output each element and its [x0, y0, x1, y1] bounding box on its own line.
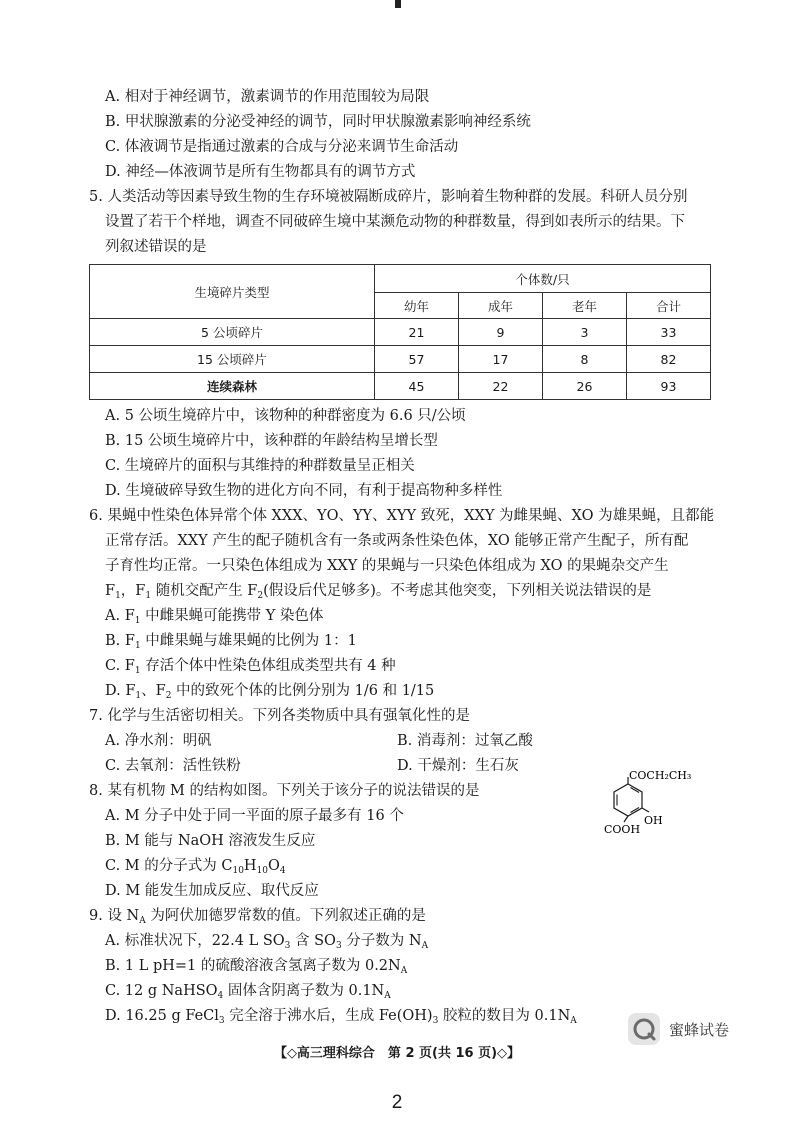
table-cell: 8	[543, 346, 627, 373]
struct-top-group: COCH₂CH₃	[629, 769, 692, 782]
page-top-mark	[395, 0, 401, 8]
q5-stem-line1: 5. 人类活动等因素导致生物的生存环境被隔断成碎片，影响着生物种群的发展。科研人员分别	[89, 189, 688, 205]
table-cell: 9	[459, 319, 543, 346]
q8-option-a: A. M 分子中处于同一平面的原子最多有 16 个	[105, 808, 404, 824]
table-cell: 33	[627, 319, 711, 346]
q9-option-d: D. 16.25 g FeCl$_3$ 完全溶于沸水后，生成 $Fe(OH)_3$ 胶粒的数目为 $0.1N_A$	[105, 1008, 577, 1026]
population-table	[89, 264, 711, 400]
table-cell: 15 公顷碎片	[90, 346, 375, 373]
page-footer: 【◇高三理科综合 第 2 页(共 16 页)◇】	[273, 1046, 521, 1061]
watermark	[627, 1012, 729, 1046]
table-group-header: 个体数/只	[375, 265, 711, 293]
table-cell: 5 公顷碎片	[90, 319, 375, 346]
q8-option-d: D. M 能发生加成反应、取代反应	[105, 883, 319, 899]
table-cell: 21	[375, 319, 459, 346]
q9-option-c: C. 12 g NaHSO$_4$ 固体含阴离子数为 $0.1N_A$	[105, 983, 391, 1001]
q7-stem: 7. 化学与生活密切相关。下列各类物质中具有强氧化性的是	[89, 708, 470, 724]
table-cell: 3	[543, 319, 627, 346]
table-col-header: 成年	[459, 293, 543, 319]
q8-option-b: B. M 能与 NaOH 溶液发生反应	[105, 833, 316, 849]
table-cell: 93	[627, 373, 711, 400]
table-col-header: 老年	[543, 293, 627, 319]
q9-option-b: B. 1 L pH=1 的硫酸溶液含氢离子数为 $0.2N_A$	[105, 958, 408, 976]
q8-option-c: C. M 的分子式为 $C_{10}H_{10}O_4$	[105, 858, 286, 876]
bee-logo-icon	[627, 1012, 661, 1046]
q9-stem: 9. 设 $N_A$ 为阿伏加德罗常数的值。下列叙述正确的是	[89, 908, 426, 926]
q4-option-c: C. 体液调节是指通过激素的合成与分泌来调节生命活动	[105, 139, 459, 155]
q7-option-d: D. 干燥剂：生石灰	[397, 758, 519, 774]
q6-option-c: C. $F_1$ 存活个体中性染色体组成类型共有 4 种	[105, 658, 396, 676]
table-cell: 82	[627, 346, 711, 373]
table-row	[90, 319, 711, 346]
q4-option-d: D. 神经—体液调节是所有生物都具有的调节方式	[105, 164, 416, 180]
q7-option-c: C. 去氧剂：活性铁粉	[105, 758, 241, 774]
q4-option-b: B. 甲状腺激素的分泌受神经的调节，同时甲状腺激素影响神经系统	[105, 114, 531, 130]
q6-stem-line1: 6. 果蝇中性染色体异常个体 XXX、YO、YY、XYY 致死，XXY 为雌果蝇、XO 为雄果蝇，且都能	[89, 508, 715, 524]
q5-option-a: A. 5 公顷生境碎片中，该物种的种群密度为 6.6 只/公顷	[105, 408, 466, 424]
q6-stem-line4: $F_1$，$F_1$ 随机交配产生 $F_2$(假设后代足够多)。不考虑其他突变，下列相关说法错误的是	[105, 583, 652, 601]
table-cell: 45	[375, 373, 459, 400]
q4-option-a: A. 相对于神经调节，激素调节的作用范围较为局限	[105, 89, 430, 105]
q8-stem: 8. 某有机物 M 的结构如图。下列关于该分子的说法错误的是	[89, 783, 480, 799]
q6-stem-line2: 正常存活。XXY 产生的配子随机含有一条或两条性染色体，XO 能够正常产生配子，所有配	[105, 533, 689, 549]
q7-option-a: A. 净水剂：明矾	[105, 733, 212, 749]
table-cell: 17	[459, 346, 543, 373]
table-cell: 22	[459, 373, 543, 400]
table-cell: 57	[375, 346, 459, 373]
table-col-header: 合计	[627, 293, 711, 319]
table-row	[90, 373, 711, 400]
table-cell: 26	[543, 373, 627, 400]
q5-stem-line2: 设置了若干个样地，调查不同破碎生境中某濒危动物的种群数量，得到如表所示的结果。下	[105, 214, 685, 230]
q6-option-a: A. $F_1$ 中雌果蝇可能携带 Y 染色体	[105, 608, 324, 626]
q5-option-c: C. 生境碎片的面积与其维持的种群数量呈正相关	[105, 458, 415, 474]
struct-oh-group: OH	[644, 814, 663, 827]
struct-cooh-group: COOH	[604, 823, 641, 836]
q7-option-b: B. 消毒剂：过氧乙酸	[397, 733, 533, 749]
q5-option-d: D. 生境破碎导致生物的进化方向不同，有利于提高物种多样性	[105, 483, 503, 499]
page-number: 2	[391, 1092, 403, 1113]
q6-stem-line3: 子育性均正常。一只染色体组成为 XXY 的果蝇与一只染色体组成为 XO 的果蝇杂交产生	[105, 558, 669, 574]
q6-option-b: B. $F_1$ 中雌果蝇与雄果蝇的比例为 1：1	[105, 633, 357, 651]
molecule-structure	[594, 768, 704, 840]
q6-option-d: D. $F_1$、$F_2$ 中的致死个体的比例分别为 1/6 和 1/15	[105, 683, 435, 701]
table-row-header: 生境碎片类型	[90, 265, 375, 319]
table-row	[90, 346, 711, 373]
table-cell: 连续森林	[90, 373, 375, 400]
watermark-text: 蜜蜂试卷	[669, 1020, 730, 1039]
q5-option-b: B. 15 公顷生境碎片中，该种群的年龄结构呈增长型	[105, 433, 438, 449]
q9-option-a: A. 标准状况下，22.4 L $SO_3$ 含 $SO_3$ 分子数为 $N_A$	[105, 933, 429, 951]
q5-stem-line3: 列叙述错误的是	[105, 239, 207, 255]
table-col-header: 幼年	[375, 293, 459, 319]
